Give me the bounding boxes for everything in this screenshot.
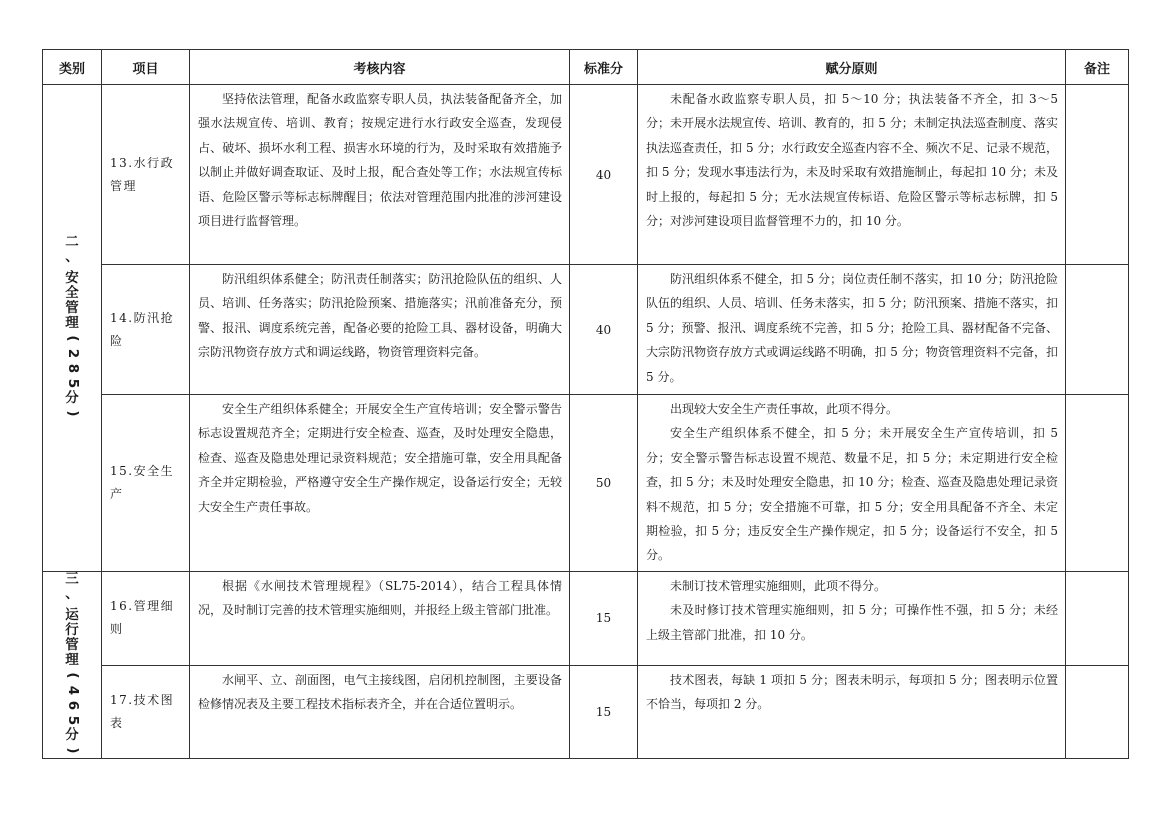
- table-row: [43, 395, 1129, 572]
- category-glyph: 全: [65, 285, 79, 301]
- category-glyph: 4: [64, 685, 81, 696]
- remarks-cell: [1066, 265, 1129, 395]
- header-standard-score: 标准分: [570, 50, 638, 85]
- header-item: 项目: [102, 50, 190, 85]
- category-glyph: 运: [65, 607, 79, 623]
- paragraph: 水闸平、立、剖面图，电气主接线图，启闭机控制图，主要设备检修情况表及主要工程技术指标表齐全，并在合适位置明示。: [198, 672, 562, 712]
- item-cell: 13.水行政管理: [102, 85, 190, 265]
- category-glyph: 8: [64, 363, 81, 374]
- category-glyph: 、: [65, 586, 79, 602]
- category-glyph: 6: [64, 700, 81, 711]
- category-glyph: 5: [64, 715, 81, 726]
- category-glyph: 二: [65, 234, 79, 250]
- header-remarks: 备注: [1066, 50, 1129, 85]
- category-safety-cell: [43, 85, 102, 572]
- category-operation-cell: [43, 572, 102, 759]
- paragraph: 未制订技术管理实施细则，此项不得分。: [670, 579, 887, 593]
- scoring-principle-cell: [638, 265, 1066, 395]
- paragraph: 安全生产组织体系健全；开展安全生产宣传培训；安全警示警告标志设置规范齐全；定期进行安全检查、巡查，及时处理安全隐患，检查、巡查及隐患处理记录资料规范；安全措施可靠，安全用具配备齐全并定期检验，严格遵守安全生产操作规定，设备运行安全；无较大安全生产责任事故。: [198, 402, 562, 514]
- item-cell: 16.管理细则: [102, 572, 190, 666]
- paragraph: 根据《水闸技术管理规程》（SL75-2014），结合工程具体情况，及时制订完善的技术管理实施细则，并报经上级主管部门批准。: [198, 579, 562, 618]
- remarks-cell: [1066, 665, 1129, 758]
- content-cell: [190, 572, 570, 666]
- standard-score-cell: 50: [570, 395, 638, 572]
- category-glyph: 、: [65, 249, 79, 265]
- scoring-principle-cell: [638, 572, 1066, 666]
- paragraph: 出现较大安全生产责任事故，此项不得分。: [670, 402, 899, 416]
- header-content: 考核内容: [190, 50, 570, 85]
- standard-score-cell: 40: [570, 85, 638, 265]
- paragraph: 防汛组织体系健全；防汛责任制落实；防汛抢险队伍的组织、人员、培训、任务落实；防汛抢险预案、措施落实；汛前准备充分，预警、报汛、调度系统完善，配备必要的抢险工具、器材设备，明确大宗防汛物资存放方式和调运线路，物资管理资料完备。: [198, 272, 562, 360]
- category-glyph: 管: [65, 637, 79, 653]
- category-glyph: 分: [65, 727, 79, 743]
- scoring-principle-cell: [638, 665, 1066, 758]
- item-cell: 14.防汛抢险: [102, 265, 190, 395]
- paragraph: 防汛组织体系不健全，扣 5 分；岗位责任制不落实，扣 10 分；防汛抢险队伍的组织、人员、培训、任务未落实，扣 5 分；防汛预案、措施不落实，扣 5 分；预警、报汛、调度系统不完善，扣 5 分；抢险工具、器材配备不完备、大宗防汛物资存放方式或调运线路不明确，扣 5 分；物资管理资料不完备，扣 5 分。: [646, 272, 1058, 384]
- header-scoring-principle: 赋分原则: [638, 50, 1066, 85]
- paragraph: 安全生产组织体系不健全，扣 5 分；未开展安全生产宣传培训，扣 5 分；安全警示警告标志设置不规范、数量不足，扣 5 分；未定期进行安全检查，扣 5 分；未及时处理安全隐患，扣 10 分；检查、巡查及隐患处理记录资料不规范，扣 5 分；安全措施不可靠，扣 5 分；安全用具配备不齐全、未定期检验，扣 5 分；违反安全生产操作规定，扣 5 分；设备运行不安全，扣 5 分。: [646, 426, 1058, 563]
- item-cell: 15.安全生产: [102, 395, 190, 572]
- paragraph: 未及时修订技术管理实施细则，扣 5 分；可操作性不强，扣 5 分；未经上级主管部门批准，扣 10 分。: [646, 603, 1058, 642]
- category-glyph: (: [64, 672, 81, 679]
- category-glyph: 5: [64, 378, 81, 389]
- category-glyph: 2: [64, 348, 81, 359]
- content-cell: [190, 665, 570, 758]
- category-glyph: 理: [65, 652, 79, 668]
- remarks-cell: [1066, 395, 1129, 572]
- paragraph: 未配备水政监察专职人员，扣 5～10 分；执法装备不齐全，扣 3～5 分；未开展水法规宣传、培训、教育的，扣 5 分；未制定执法巡查制度、落实执法巡查责任，扣 5 分；水行政安全巡查内容不全、频次不足、记录不规范，扣 5 分；发现水事违法行为，未及时采取有效措施制止，每起扣 10 分；未及时上报的，每起扣 5 分；无水法规宣传标语、危险区警示等标志标牌，扣 5 分；对涉河建设项目监督管理不力的，扣 10 分。: [646, 92, 1058, 229]
- category-glyph: ): [64, 410, 81, 417]
- header-row: [43, 50, 1129, 85]
- scoring-principle-cell: [638, 395, 1066, 572]
- remarks-cell: [1066, 572, 1129, 666]
- item-cell: 17.技术图表: [102, 665, 190, 758]
- remarks-cell: [1066, 85, 1129, 265]
- content-cell: [190, 395, 570, 572]
- standard-score-cell: 40: [570, 265, 638, 395]
- table-row: [43, 665, 1129, 758]
- category-safety-label: [65, 235, 80, 421]
- header-category: 类别: [43, 50, 102, 85]
- category-glyph: 分: [65, 390, 79, 406]
- category-operation-label: [65, 572, 80, 758]
- standard-score-cell: 15: [570, 572, 638, 666]
- assessment-table: [42, 49, 1129, 759]
- standard-score-cell: 15: [570, 665, 638, 758]
- category-glyph: 管: [65, 300, 79, 316]
- paragraph: 技术图表，每缺 1 项扣 5 分；图表未明示，每项扣 5 分；图表明示位置不恰当，每项扣 2 分。: [646, 672, 1058, 712]
- content-cell: [190, 265, 570, 395]
- category-glyph: 行: [65, 622, 79, 638]
- table-row: [43, 265, 1129, 395]
- category-glyph: ): [64, 747, 81, 754]
- paragraph: 坚持依法管理，配备水政监察专职人员，执法装备配备齐全，加强水法规宣传、培训、教育；按规定进行水行政安全巡查，发现侵占、破坏、损坏水利工程、损害水环境的行为，及时采取有效措施予以制止并做好调查取证、及时上报，配合查处等工作；水法规宣传标语、危险区警示等标志标牌醒目；依法对管理范围内批准的涉河建设项目进行监督管理。: [198, 92, 562, 229]
- table-row: [43, 85, 1129, 265]
- scoring-principle-cell: [638, 85, 1066, 265]
- category-glyph: 安: [65, 270, 79, 286]
- category-glyph: 理: [65, 315, 79, 331]
- category-glyph: (: [64, 335, 81, 342]
- category-glyph: 三: [65, 571, 79, 587]
- content-cell: [190, 85, 570, 265]
- table-row: [43, 572, 1129, 666]
